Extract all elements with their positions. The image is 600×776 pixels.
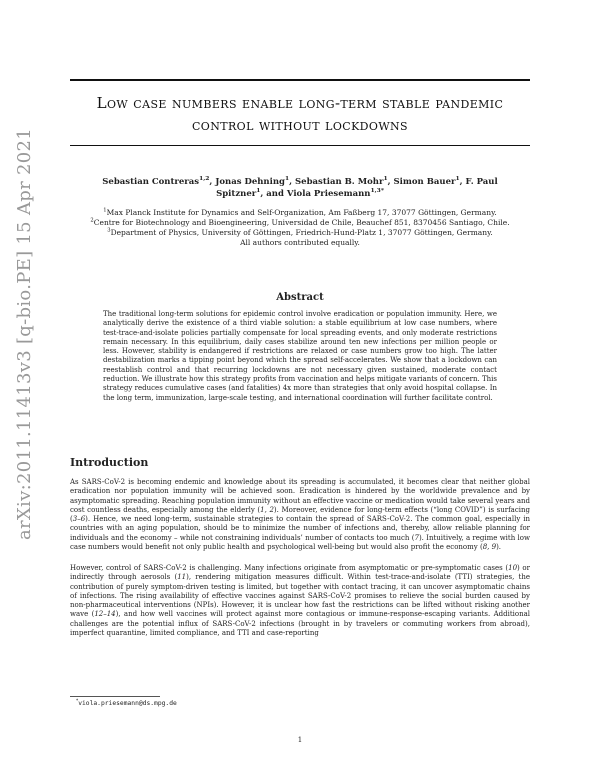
author-affiliation-mark: 1: [383, 175, 388, 183]
abstract-heading: Abstract: [276, 292, 324, 303]
abstract-text: The traditional long-term solutions for epidemic control involve eradication or population immunity. Here, we analytically derive the existence of a third viable solution: a stable equilibrium at low case numbers, where test-trace-and-isolate policies partially compensate for local spreading events, and only moderate restrictions remain necessary. In this equilibrium, daily cases stabilize around ten new infections per million people or less. However, stability is endangered if restrictions are relaxed or case numbers grow too high. The latter destabilization marks a tipping point beyond which the spread self-accelerates. We show that a lockdown can reestablish control and that recurring lockdowns are not necessary given sustained, moderate contact reduction. We illustrate how this strategy profits from vaccination and helps mitigate variants of concern. This strategy reduces cumulative cases (and fatalities) 4x more than strategies that only avoid hospital collapse. In the long term, immunization, large-scale testing, and international coordination will further facilitate control.: [103, 310, 497, 402]
citation-ref[interactable]: 8, 9: [482, 543, 497, 552]
text-run: ). Moreover, evidence for long-term effects (“long COVID”) is surfacing (: [70, 505, 530, 524]
text-run: ), rendering mitigation measures difficult. Within test-trace-and-isolate (TTI) strategies, the contribution of purely symptom-driven testing is limited, but together with contact tracing, it can uncover asymptomatic chains of infections. The rising availability of effective vaccines against SARS-CoV-2 promises to relieve the social burden caused by non-pharmaceutical interventions (NPIs). However, it is unclear how fast the restrictions can be lifted without risking another wave (: [70, 573, 530, 619]
intro-paragraph-2: [70, 564, 530, 638]
author-name: F. Paul Spitzner: [216, 177, 498, 199]
author-affiliation-mark: 1,3*: [370, 187, 384, 195]
arxiv-identifier: arXiv:2011.11413v3 [q-bio.PE] 15 Apr 2021: [14, 128, 35, 540]
affiliations: [60, 208, 540, 248]
title-line: Low case numbers enable long-term stable pandemic: [96, 94, 504, 112]
text-run: As SARS-CoV-2 is becoming endemic and knowledge about its spreading is accumulated, it becomes clear that neither global eradication nor population immunity will be achieved soon. Eradication is hindered by the worldwide prevalence and by asymptomatic spreading. Reaching population immunity without an effective vaccine or medication would take several years and cost countless deaths, especially among the elderly (: [70, 478, 530, 514]
author-separator: , and: [260, 189, 287, 199]
text-run: ) or indirectly through aerosols (: [70, 564, 530, 582]
author-name: Viola Priesemann: [286, 189, 371, 199]
author-list: [95, 176, 505, 200]
text-run: ).: [496, 543, 502, 552]
author-affiliation-mark: 1,2: [199, 175, 210, 183]
author-separator: ,: [289, 177, 296, 187]
author-affiliation-mark: 1: [284, 175, 290, 183]
author-separator: ,: [387, 177, 394, 187]
affiliation-3: $^3$Department of Physics, University of Göttingen, Friedrich-Hund-Platz 1, 37077 Göttingen, Germany.: [107, 227, 493, 237]
affiliation-2: $^2$Centre for Biotechnology and Bioengineering, Universidad de Chile, Beauchef 851, 8370456 Santiago, Chile.: [90, 217, 510, 227]
title-line: control without lockdowns: [191, 116, 408, 134]
text-run: ). Intuitively, a regime with low case numbers would benefit not only public health and psychological well-being but would also profit the economy (: [70, 533, 530, 552]
author-name: Jonas Dehning: [215, 177, 285, 187]
footnote-rule: [70, 696, 160, 697]
citation-ref[interactable]: 7: [414, 533, 419, 542]
title-rule-bottom: [70, 145, 530, 146]
footnote: *viola.priesemann@ds.mpg.de: [76, 698, 177, 707]
citation-ref[interactable]: 11: [177, 573, 187, 582]
author-name: Sebastian B. Mohr: [295, 177, 384, 187]
author-separator: ,: [209, 177, 216, 187]
citation-ref[interactable]: 3–6: [72, 515, 86, 524]
equal-contribution-note: All authors contributed equally.: [240, 238, 360, 247]
page-number: 1: [297, 736, 303, 744]
affiliation-1: $^1$Max Planck Institute for Dynamics and Self-Organization, Am Faßberg 17, 37077 Göttingen, Germany.: [103, 207, 497, 217]
text-run: ), and how well vaccines will protect against more contagious or immune-response-escaping variants. Additional challenges are the potential influx of SARS-CoV-2 infections (brought in by travelers or commuting workers from abroad), imperfect quarantine, limited compliance, and TTI and case-reporting: [70, 610, 531, 638]
author-affiliation-mark: 1: [455, 175, 460, 183]
correspondence-email[interactable]: viola.priesemann@ds.mpg.de: [78, 700, 177, 707]
citation-ref[interactable]: 1, 2: [260, 505, 274, 514]
author-name: Simon Bauer: [393, 177, 456, 187]
intro-paragraph-1: [70, 478, 530, 552]
author-separator: ,: [459, 177, 466, 187]
paper-title: [70, 92, 530, 136]
text-run: However, control of SARS-CoV-2 is challenging. Many infections originate from asymptomatic or pre-symptomatic cases (: [70, 564, 509, 572]
citation-ref[interactable]: 10: [508, 564, 518, 572]
title-rule-top: [70, 79, 530, 81]
introduction-heading: Introduction: [70, 456, 149, 469]
text-run: ). Hence, we need long-term, sustainable strategies to contain the spread of SARS-CoV-2. The common goal, especially in countries with an aging population, should be to minimize the number of infections and, thereby, allow reliable planning for individuals and the economy – while not constraining individuals’ number of contacts too much (: [70, 515, 530, 542]
author-affiliation-mark: 1: [256, 187, 261, 195]
citation-ref[interactable]: 12–14: [94, 610, 116, 619]
author-name: Sebastian Contreras: [102, 177, 200, 187]
